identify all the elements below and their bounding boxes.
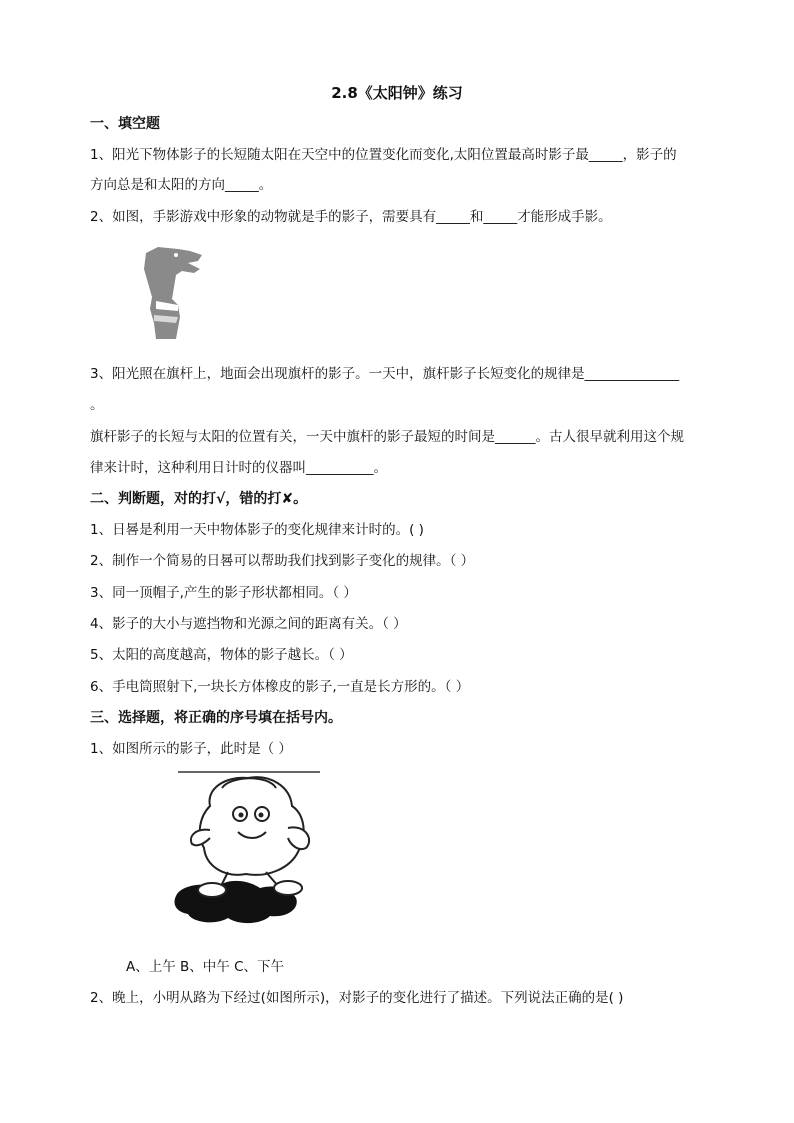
page-title: 2.8《太阳钟》练习 (331, 84, 463, 102)
judge-item-5: 5、太阳的高度越高，物体的影子越长。（ ） (90, 647, 353, 663)
section-1-heading: 一、填空题 (90, 116, 160, 132)
section-3-heading: 三、选择题，将正确的序号填在括号内。 (90, 710, 342, 726)
choice-q2: 2、晚上，小明从路为下经过(如图所示)，对影子的变化进行了描述。下列说法正确的是( ) (90, 990, 624, 1006)
choice-q1: 1、如图所示的影子，此时是（ ） (90, 741, 292, 757)
fill-q3-line4: 律来计时，这种利用日计时的仪器叫__________。 (90, 460, 387, 476)
choice-q1-options: A、上午 B、中午 C、下午 (126, 959, 285, 975)
judge-item-6: 6、手电筒照射下,一块长方体橡皮的影子,一直是长方形的。（ ） (90, 679, 470, 695)
fill-q3-line2: 。 (90, 397, 104, 413)
fill-q1-line2: 方向总是和太阳的方向_____。 (90, 177, 273, 193)
judge-item-3: 3、同一顶帽子,产生的影子形状都相同。（ ） (90, 585, 357, 601)
judge-item-2: 2、制作一个简易的日晷可以帮助我们找到影子变化的规律。（ ） (90, 553, 475, 569)
fill-q3-line1: 3、阳光照在旗杆上，地面会出现旗杆的影子。一天中，旗杆影子长短变化的规律是______________ (90, 366, 680, 382)
judge-item-1: 1、日晷是利用一天中物体影子的变化规律来计时的。( ) (90, 522, 424, 538)
section-2-heading: 二、判断题，对的打√，错的打✘。 (90, 491, 308, 507)
fill-q3-line3: 旗杆影子的长短与太阳的位置有关，一天中旗杆的影子最短的时间是______。古人很早就利用这个规 (90, 429, 684, 445)
hand-shadow-image (138, 243, 210, 341)
cartoon-shadow-image (170, 768, 325, 933)
fill-q1-line1: 1、阳光下物体影子的长短随太阳在天空中的位置变化而变化,太阳位置最高时影子最_____，影子的 (90, 147, 677, 163)
fill-q2: 2、如图，手影游戏中形象的动物就是手的影子，需要具有_____和_____才能形成手影。 (90, 209, 612, 225)
judge-item-4: 4、影子的大小与遮挡物和光源之间的距离有关。（ ） (90, 616, 407, 632)
